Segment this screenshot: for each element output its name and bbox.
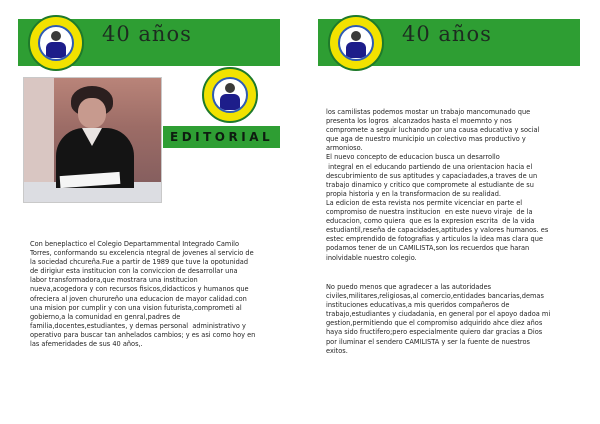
school-seal-icon	[328, 15, 384, 71]
editorial-heading: EDITORIAL	[170, 130, 274, 144]
school-seal-icon	[28, 15, 84, 71]
banner-title: 40 años	[102, 22, 192, 46]
school-seal-icon	[202, 67, 258, 123]
banner-title: 40 años	[402, 22, 492, 46]
editorial-body-continued: los camilistas podemos mostar un trabajo mancomunado que presenta los logros alcanzados hasta el moemnto y nos compromete a seguir luchando por una causa educativa y social que aga de nuestro municipio un colectivo mas productivo y armonioso. El nuevo concepto de educacion busca un desarrollo integral en el educando partiendo de una orientacion hacia el descubrimiento de sus aptitudes y capaciadades,a traves de un trabajo dinamico y critico que compromete al estudiante de su propia historia y en la transformacion de su realidad. La edicion de esta revista nos permite vicenciar en parte el compromiso de nuestra institucion en este nuevo viraje de la educacion, como quiera que es la expresion escrita de la vida estudiantil,reseña de capacidades,aptitudes y valores humanos. es estec emprendido de fotografias y articulos la idea mas clara que podamos tener de un CAMILISTA,son los recuerdos que haran inolvidable nuestro colegio.	[326, 108, 549, 262]
right-page	[300, 0, 600, 424]
editorial-acknowledgements: No puedo menos que agradecer a las autoridades civiles,militares,religiosas,al comercio,entidades bancarias,demas instituciones educativas,a mis queridos compañeros de trabajo,estudiantes y ciudadania, en general por el apoyo dadoa mi gestion,permitiendo que el compromiso adquirido ahce diez años haya sido fructifero;pero especialmente quiero dar gracias a Dios por iluminar el sendero CAMILISTA y ser la fuente de nuestros exitos.	[326, 283, 551, 355]
principal-photo	[23, 77, 162, 203]
editorial-body-text: Con beneplactico el Colegio Departammental Integrado Camilo Torres, conformando su excelencia ntegral de jovenes al servicio de la sociedad chcureña.Fue a partir de 1989 que tuve la opotunidad de dirigiur esta institucion con la conviccion de desarrollar una labor transformadora,que mostrara una institucion nueva,acogedora y con recursos fisicos,didacticos y humanos que ofreciera al joven churureño una educacion de mayor calidad.con una mision por cumplir y con una vision futurista,comprometi al gobierno,a la comunidad en genral,padres de familia,docentes,estudiantes, y demas personal administrativo y operativo para buscar tan anhelados cambios; y es asi como hoy en las afemeridades de sus 40 años,.	[30, 240, 256, 349]
